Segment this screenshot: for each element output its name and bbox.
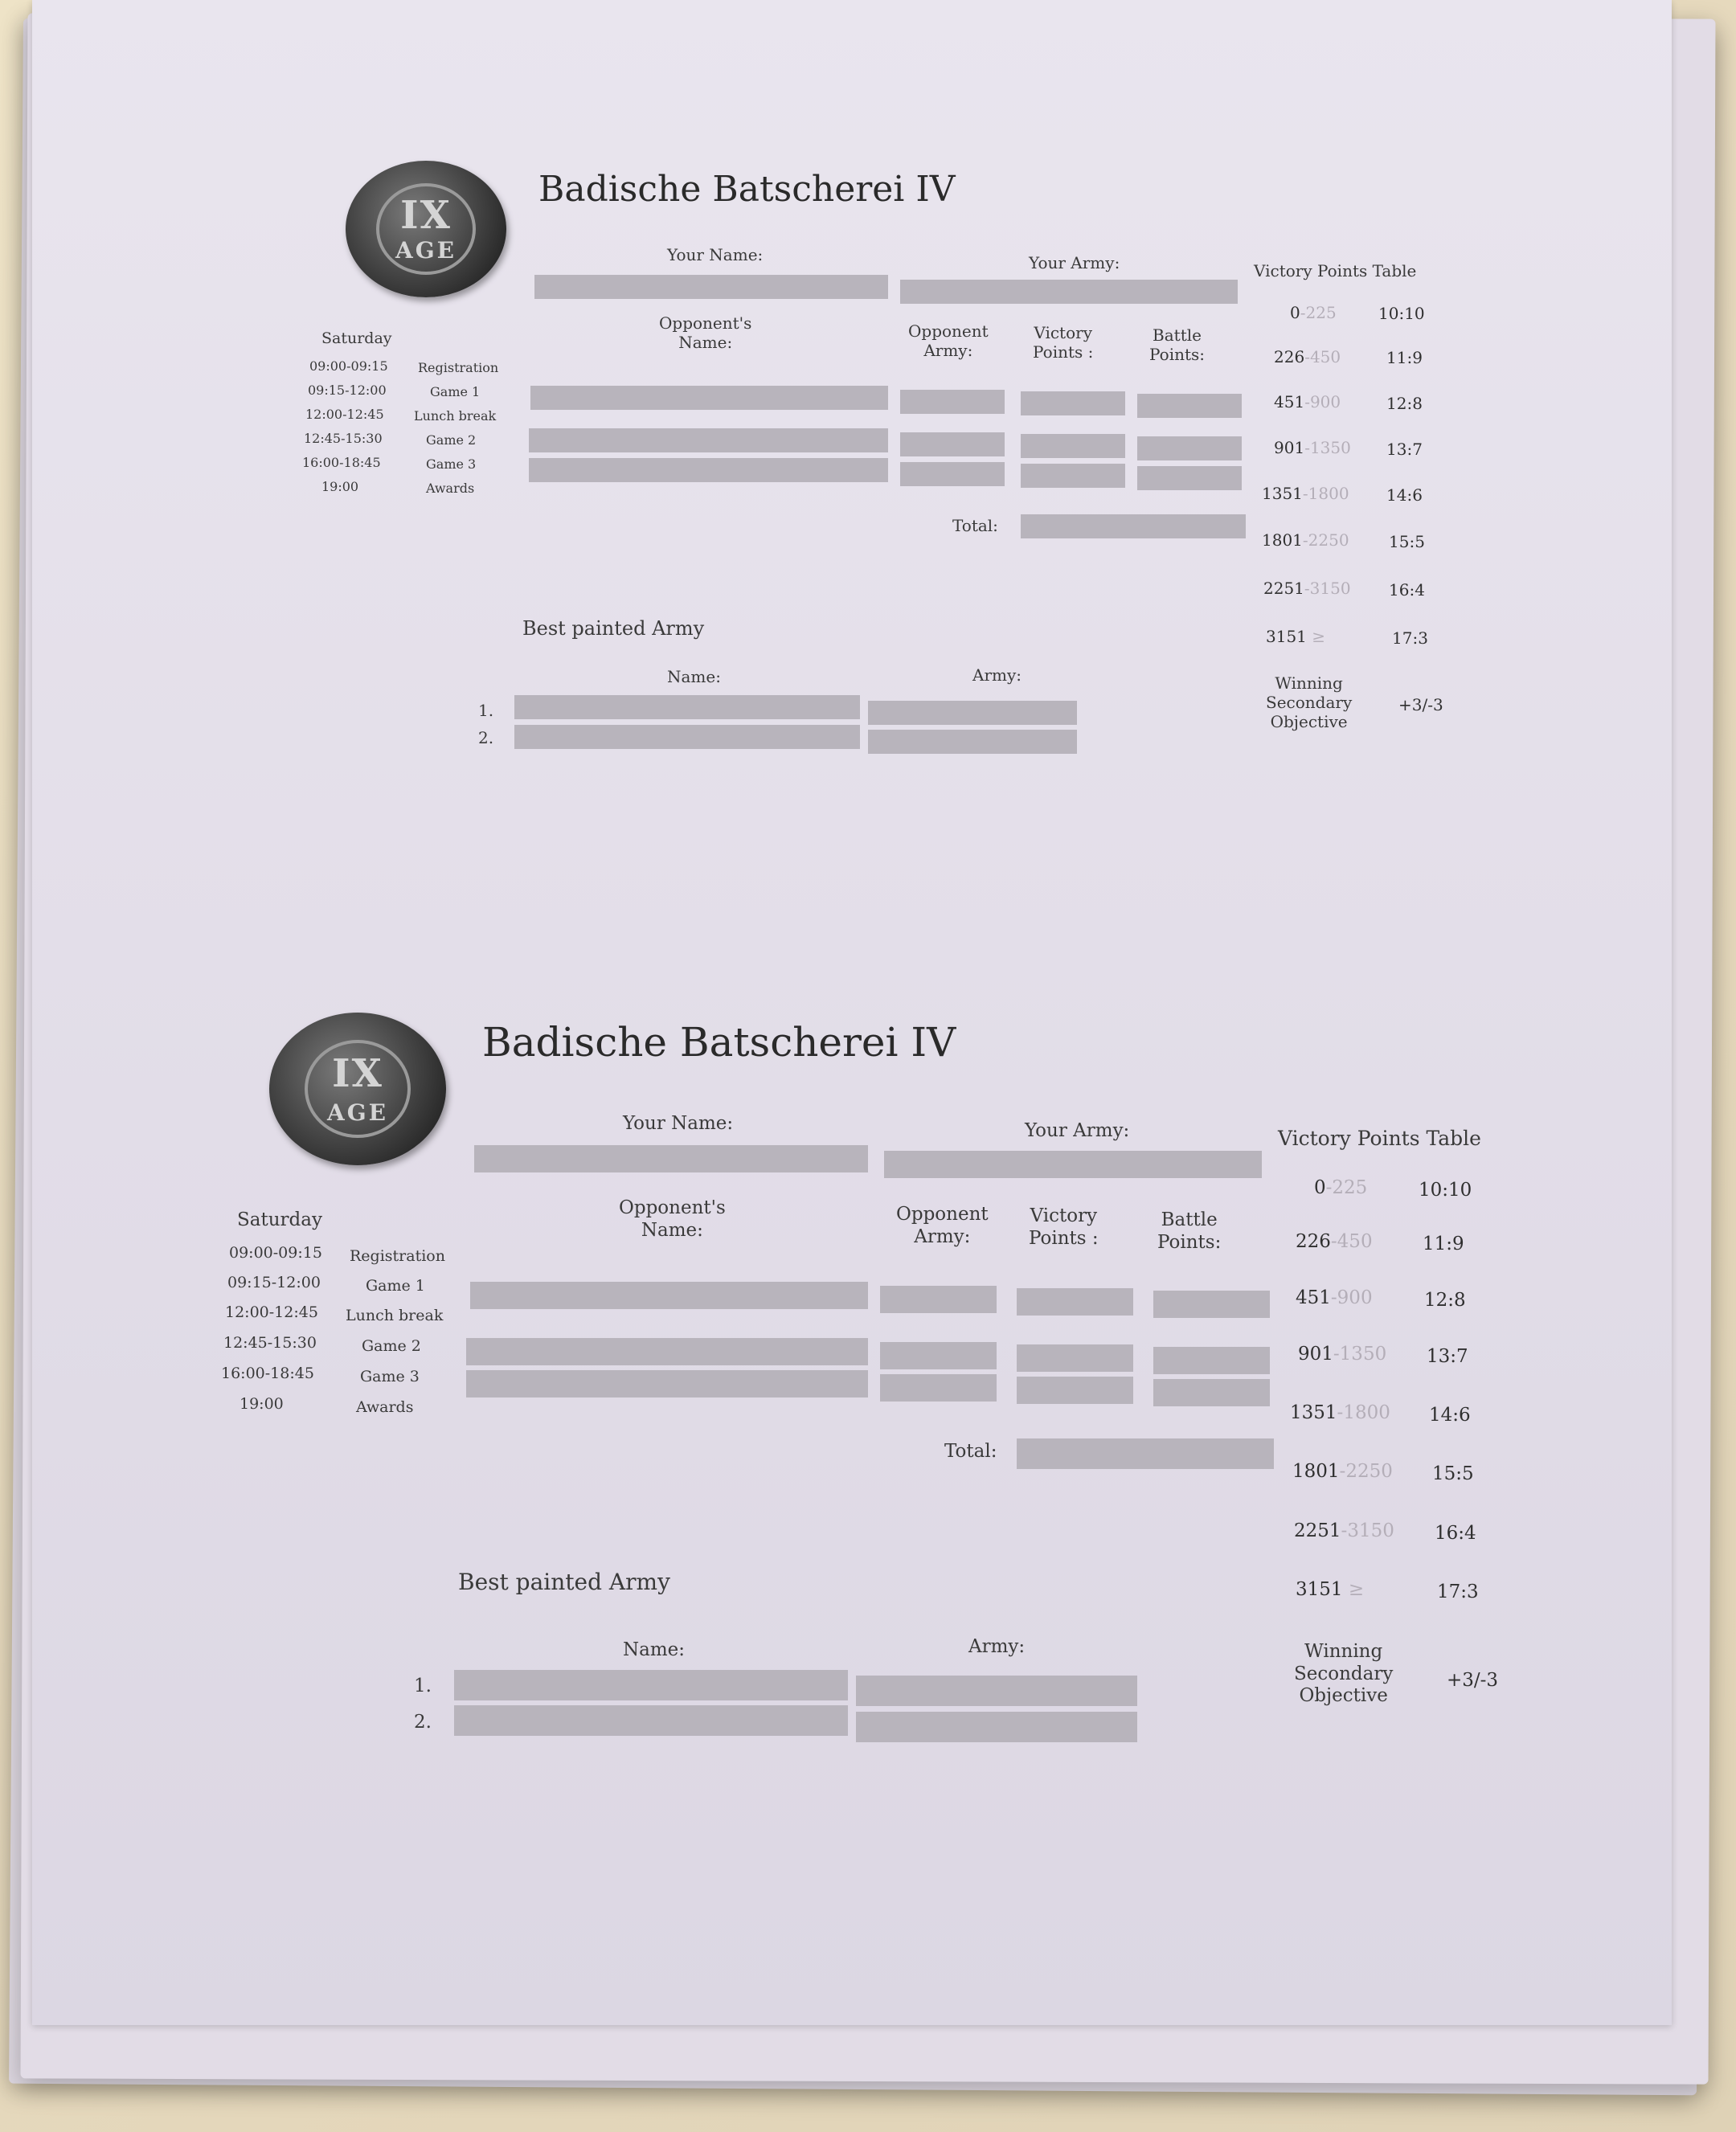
schedule-time-4: 12:45-15:30 [223,1334,317,1352]
best-painted-1-name-field[interactable] [514,695,860,719]
vp-range-2: 226-450 [1296,1231,1373,1252]
total-label: Total: [944,1441,997,1462]
seal-top-text: IX [332,1051,383,1096]
vp-table-title: Victory Points Table [1254,261,1417,280]
vp-range-8: 3151 ≥ [1296,1579,1365,1600]
schedule-event-4: Game 2 [362,1337,421,1355]
schedule-event-1: Registration [418,360,499,375]
game-3-victory-points-field[interactable] [1017,1377,1133,1404]
your-army-label: Your Army: [1025,1120,1130,1141]
vp-score-2: 11:9 [1423,1234,1464,1254]
wax-seal-logo-icon [269,1013,446,1165]
row-number-2: 2. [414,1712,432,1733]
victory-points-header: Victory Points : [1033,323,1094,362]
schedule-time-2: 09:15-12:00 [227,1274,321,1291]
vp-range-7: 2251-3150 [1263,579,1351,598]
best-painted-name-header: Name: [667,667,721,686]
vp-range-6: 1801-2250 [1292,1461,1393,1482]
vp-secondary-label: Winning Secondary Objective [1266,673,1353,731]
opponent-name-header: Opponent's Name: [619,1197,726,1241]
game-3-opponent-name-field[interactable] [466,1370,868,1397]
vp-secondary-label: Winning Secondary Objective [1294,1641,1394,1707]
game-1-battle-points-field[interactable] [1137,394,1242,418]
vp-range-2: 226-450 [1274,347,1341,366]
schedule-time-3: 12:00-12:45 [225,1303,318,1321]
opponent-army-header: Opponent Army: [896,1204,989,1247]
schedule-event-3: Lunch break [414,408,497,424]
vp-score-1: 10:10 [1419,1180,1472,1201]
schedule-time-5: 16:00-18:45 [302,455,381,470]
row-number-1: 1. [414,1676,432,1696]
schedule-event-6: Awards [426,481,475,496]
vp-secondary-value: +3/-3 [1398,695,1443,714]
schedule-time-6: 19:00 [321,479,359,494]
schedule-event-2: Game 1 [366,1277,425,1295]
game-2-opponent-name-field[interactable] [529,428,888,452]
seal-bottom-text: AGE [327,1099,388,1126]
vp-range-1: 0-225 [1290,303,1337,322]
total-label: Total: [952,516,998,535]
schedule-day: Saturday [237,1209,322,1230]
best-painted-label: Best painted Army [522,617,705,640]
your-army-field[interactable] [900,280,1238,304]
row-number-1: 1. [478,701,494,720]
game-2-battle-points-field[interactable] [1153,1347,1270,1374]
wax-seal-logo-icon [346,161,506,297]
score-form-1 [32,64,1672,1029]
schedule-time-5: 16:00-18:45 [221,1365,314,1382]
best-painted-2-name-field[interactable] [454,1705,848,1736]
total-field[interactable] [1017,1438,1274,1469]
schedule-event-6: Awards [356,1398,414,1416]
score-form-2 [32,948,1672,1913]
game-2-opponent-army-field[interactable] [900,432,1005,456]
best-painted-army-header: Army: [972,665,1022,685]
vp-score-6: 15:5 [1432,1463,1474,1484]
vp-score-8: 17:3 [1437,1582,1479,1602]
schedule-event-2: Game 1 [430,384,481,399]
vp-range-6: 1801-2250 [1262,530,1349,550]
best-painted-army-header: Army: [968,1636,1026,1657]
schedule-time-4: 12:45-15:30 [304,431,383,446]
schedule-time-3: 12:00-12:45 [305,407,384,422]
game-3-victory-points-field[interactable] [1021,464,1125,488]
seal-top-text: IX [400,193,452,238]
vp-range-1: 0-225 [1314,1177,1368,1198]
opponent-name-header: Opponent's Name: [659,313,752,352]
game-2-battle-points-field[interactable] [1137,436,1242,460]
your-army-field[interactable] [884,1151,1262,1178]
schedule-event-5: Game 3 [360,1368,420,1385]
battle-points-header: Battle Points: [1157,1209,1222,1253]
vp-score-3: 12:8 [1424,1290,1466,1311]
your-name-label: Your Name: [623,1113,734,1134]
game-1-opponent-army-field[interactable] [880,1286,997,1313]
game-3-opponent-army-field[interactable] [880,1374,997,1402]
game-1-opponent-name-field[interactable] [470,1282,868,1309]
schedule-event-4: Game 2 [426,432,477,448]
opponent-army-header: Opponent Army: [908,321,989,360]
form-title: Badische Batscherei IV [538,169,956,210]
schedule-time-2: 09:15-12:00 [308,383,387,398]
schedule-time-1: 09:00-09:15 [309,358,388,374]
game-3-opponent-name-field[interactable] [529,458,888,482]
vp-range-5: 1351-1800 [1290,1402,1390,1423]
best-painted-1-army-field[interactable] [868,701,1077,725]
schedule-event-1: Registration [350,1247,445,1265]
vp-score-7: 16:4 [1435,1523,1476,1544]
best-painted-1-army-field[interactable] [856,1676,1137,1706]
schedule-time-1: 09:00-09:15 [229,1244,322,1262]
best-painted-name-header: Name: [623,1639,686,1660]
game-2-victory-points-field[interactable] [1017,1344,1133,1372]
vp-score-4: 13:7 [1427,1346,1468,1367]
vp-score-7: 16:4 [1389,580,1425,599]
best-painted-2-army-field[interactable] [856,1712,1137,1742]
best-painted-2-name-field[interactable] [514,725,860,749]
game-2-victory-points-field[interactable] [1021,434,1125,458]
schedule-time-6: 19:00 [240,1395,284,1413]
vp-range-4: 901-1350 [1298,1344,1387,1365]
game-2-opponent-army-field[interactable] [880,1342,997,1369]
best-painted-2-army-field[interactable] [868,730,1077,754]
vp-range-3: 451-900 [1296,1287,1373,1308]
your-name-field[interactable] [474,1145,868,1172]
game-3-battle-points-field[interactable] [1137,466,1242,490]
best-painted-label: Best painted Army [458,1569,670,1595]
vp-range-5: 1351-1800 [1262,484,1349,503]
schedule-day: Saturday [321,329,392,347]
score-sheet [32,0,1672,2025]
best-painted-1-name-field[interactable] [454,1670,848,1700]
form-title: Badische Batscherei IV [482,1019,956,1066]
your-name-label: Your Name: [667,245,764,264]
total-field[interactable] [1021,514,1246,538]
battle-points-header: Battle Points: [1149,325,1206,364]
vp-range-3: 451-900 [1274,392,1341,411]
vp-score-8: 17:3 [1392,628,1428,648]
vp-score-6: 15:5 [1389,532,1425,551]
game-1-victory-points-field[interactable] [1021,391,1125,415]
vp-secondary-value: +3/-3 [1447,1670,1499,1691]
game-1-opponent-army-field[interactable] [900,390,1005,414]
schedule-event-3: Lunch break [346,1307,444,1324]
seal-bottom-text: AGE [395,237,457,264]
game-1-battle-points-field[interactable] [1153,1291,1270,1318]
vp-score-1: 10:10 [1378,304,1425,323]
vp-range-4: 901-1350 [1274,438,1351,457]
vp-score-4: 13:7 [1386,440,1423,459]
vp-score-3: 12:8 [1386,394,1423,413]
game-1-opponent-name-field[interactable] [530,386,888,410]
victory-points-header: Victory Points : [1029,1205,1099,1249]
vp-range-8: 3151 ≥ [1266,627,1326,646]
game-3-battle-points-field[interactable] [1153,1379,1270,1406]
schedule-event-5: Game 3 [426,456,477,472]
your-army-label: Your Army: [1029,253,1120,272]
vp-score-5: 14:6 [1429,1405,1471,1426]
game-2-opponent-name-field[interactable] [466,1338,868,1365]
vp-score-5: 14:6 [1386,485,1423,505]
row-number-2: 2. [478,728,494,747]
game-3-opponent-army-field[interactable] [900,462,1005,486]
vp-table-title: Victory Points Table [1278,1127,1481,1150]
vp-score-2: 11:9 [1386,348,1423,367]
your-name-field[interactable] [534,275,888,299]
vp-range-7: 2251-3150 [1294,1520,1394,1541]
game-1-victory-points-field[interactable] [1017,1288,1133,1316]
